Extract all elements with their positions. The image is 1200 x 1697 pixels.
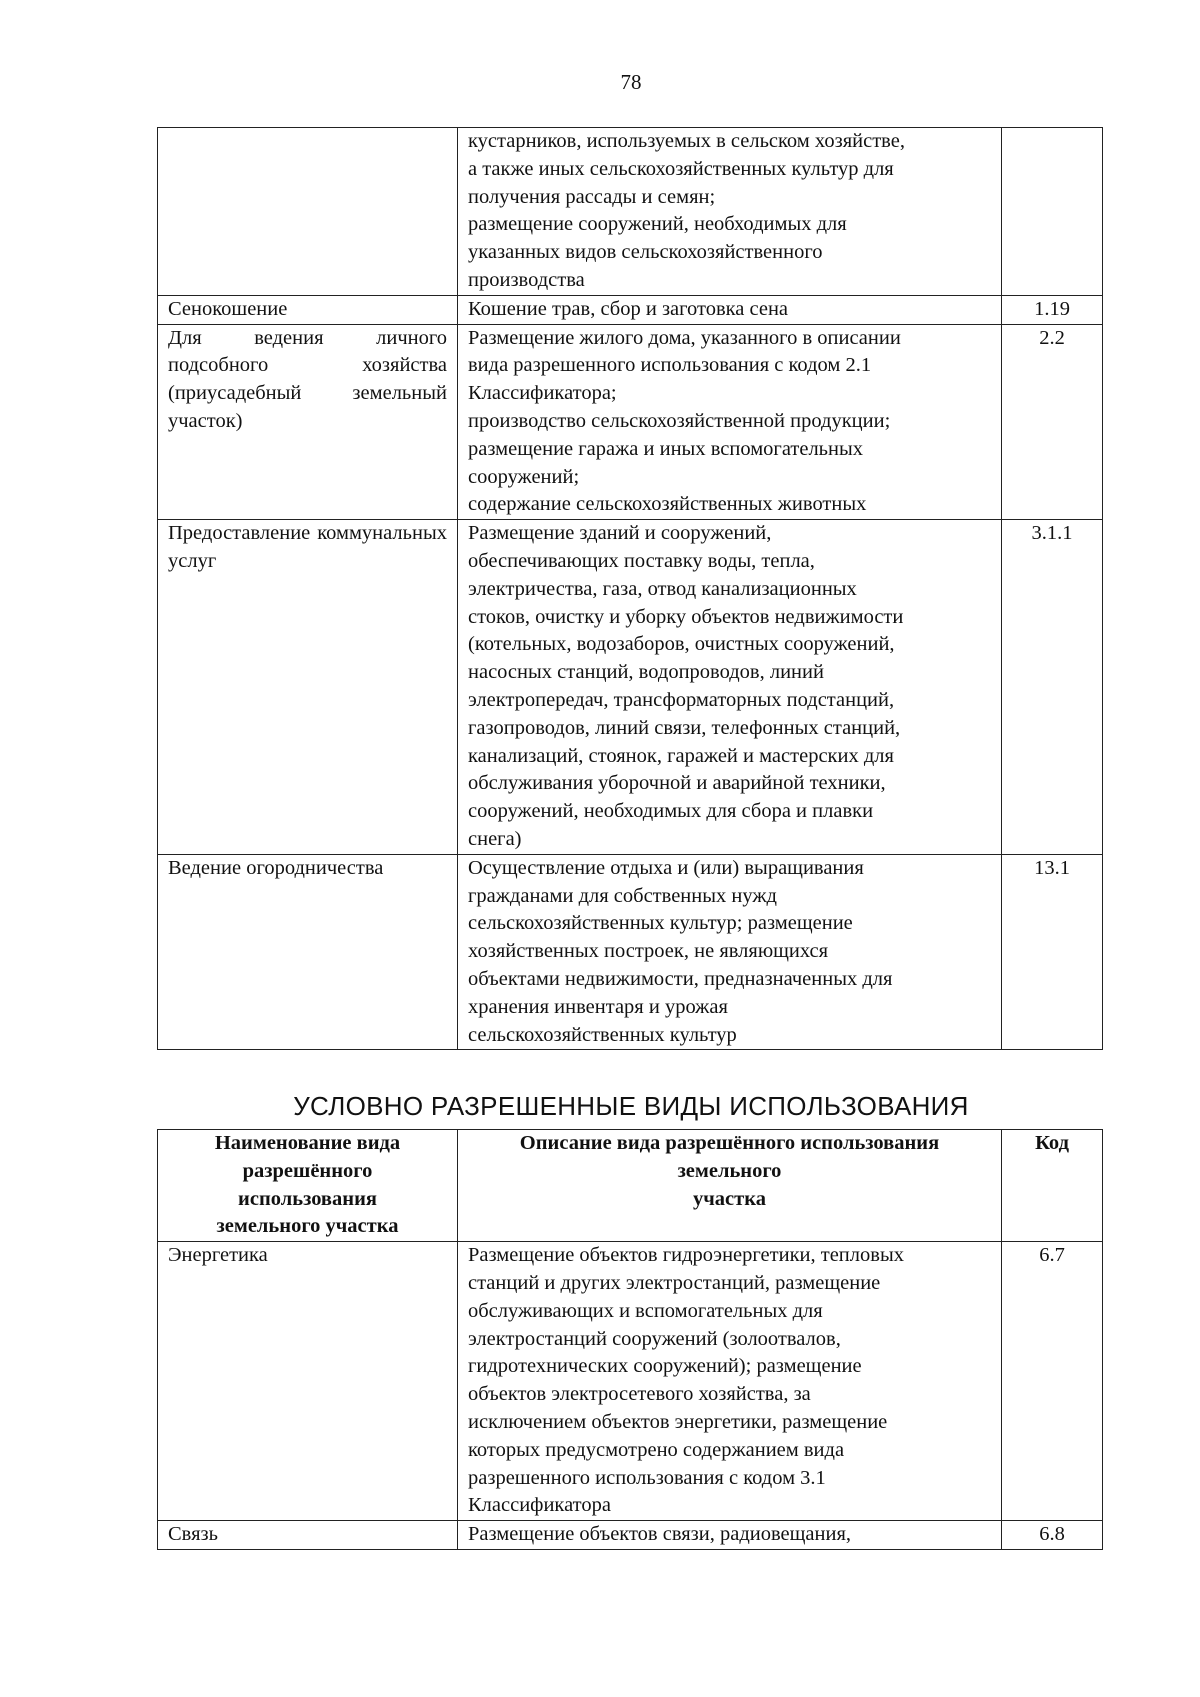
header-name: [158, 1130, 458, 1242]
text-line: канализаций, стоянок, гаражей и мастерских для: [468, 744, 894, 767]
text-line: хозяйственных построек, не являющихся: [468, 940, 829, 963]
use-code-cell: 1.19: [1002, 295, 1103, 324]
permitted-uses-table: [157, 127, 1103, 1050]
text-line: а также иных сельскохозяйственных культур для: [468, 157, 894, 180]
text-line: обслуживания уборочной и аварийной техники,: [468, 772, 886, 795]
text-line: газопроводов, линий связи, телефонных станций,: [468, 716, 901, 739]
conditional-uses-table: [157, 1129, 1103, 1550]
text-line: Описание вида разрешённого использования: [519, 1132, 940, 1154]
text-line: насосных станций, водопроводов, линий: [468, 661, 824, 684]
text-line: объектов электросетевого хозяйства, за: [468, 1383, 811, 1406]
table-row: [158, 324, 1103, 520]
text-line: кустарников, используемых в сельском хозяйстве,: [468, 130, 905, 152]
text-line: сельскохозяйственных культур: [468, 1023, 737, 1046]
text-line: участка: [693, 1187, 766, 1210]
use-description-cell: [458, 324, 1002, 520]
header-description: [458, 1130, 1002, 1242]
text-line: Кошение трав, сбор и заготовка сена: [468, 297, 789, 320]
use-description-cell: [458, 128, 1002, 296]
table-row: [158, 1242, 1103, 1521]
use-code-cell: 13.1: [1002, 854, 1103, 1050]
text-line: разрешенного использования с кодом 3.1: [468, 1466, 826, 1489]
table-row: [158, 1521, 1103, 1550]
text-line: Код: [1035, 1132, 1069, 1154]
text-line: объектами недвижимости, предназначенных для: [468, 967, 893, 990]
use-description-cell: [458, 1242, 1002, 1521]
text-line: земельного: [677, 1159, 782, 1182]
text-line: электричества, газа, отвод канализационных: [468, 577, 857, 600]
text-line: гидротехнических сооружений); размещение: [468, 1355, 862, 1378]
use-name-cell: Энергетика: [158, 1242, 458, 1521]
use-description-cell: [458, 295, 1002, 324]
text-line: Наименование вида: [214, 1132, 401, 1154]
table-header-row: [158, 1130, 1103, 1242]
table-row: [158, 128, 1103, 296]
text-line: обслуживающих и вспомогательных для: [468, 1299, 823, 1322]
text-line: стоков, очистку и уборку объектов недвижимости: [468, 605, 904, 628]
text-line: Размещение объектов гидроэнергетики, тепловых: [468, 1244, 904, 1267]
text-line: размещение гаража и иных вспомогательных: [468, 437, 864, 460]
use-name-cell: Для ведения личного подсобного хозяйства (приусадебный земельный участок): [158, 324, 458, 520]
text-line: электростанций сооружений (золоотвалов,: [468, 1327, 841, 1350]
text-line: исключением объектов энергетики, размещение: [468, 1410, 888, 1433]
text-line: содержание сельскохозяйственных животных: [468, 493, 867, 516]
page-number: 78: [620, 70, 642, 94]
text-line: Размещение объектов связи, радиовещания,: [468, 1523, 852, 1546]
use-description-cell: [458, 520, 1002, 855]
text-line: Размещение зданий и сооружений,: [468, 522, 772, 545]
text-line: сооружений, необходимых для сбора и плавки: [468, 800, 874, 823]
text-line: которых предусмотрено содержанием вида: [468, 1438, 845, 1461]
text-line: электропередач, трансформаторных подстанций,: [468, 688, 895, 711]
text-line: обеспечивающих поставку воды, тепла,: [468, 549, 815, 572]
use-name-cell: Ведение огородничества: [158, 854, 458, 1050]
text-line: использования: [238, 1187, 377, 1210]
text-line: (котельных, водозаборов, очистных сооружений,: [468, 633, 895, 656]
use-code-cell: 3.1.1: [1002, 520, 1103, 855]
text-line: разрешённого: [242, 1159, 373, 1182]
table-row: [158, 520, 1103, 855]
text-line: Осуществление отдыха и (или) выращивания: [468, 856, 864, 879]
table-row: [158, 295, 1103, 324]
text-line: Классификатора;: [468, 382, 617, 405]
text-line: станций и других электростанций, размещение: [468, 1271, 881, 1294]
text-line: получения рассады и семян;: [468, 185, 716, 208]
text-line: производство сельскохозяйственной продукции;: [468, 409, 891, 432]
text-line: сооружений;: [468, 465, 580, 488]
section-title: УСЛОВНО РАЗРЕШЕННЫЕ ВИДЫ ИСПОЛЬЗОВАНИЯ: [293, 1091, 969, 1121]
use-name-cell: Предоставление коммунальных услуг: [158, 520, 458, 855]
use-name-cell: Связь: [158, 1521, 458, 1550]
text-line: хранения инвентаря и урожая: [468, 995, 728, 1018]
use-description-cell: [458, 854, 1002, 1050]
text-line: сельскохозяйственных культур; размещение: [468, 912, 853, 935]
use-name-cell: [158, 128, 458, 296]
use-code-cell: 2.2: [1002, 324, 1103, 520]
header-code: [1002, 1130, 1103, 1242]
text-line: производства: [468, 268, 585, 291]
text-line: гражданами для собственных нужд: [468, 884, 777, 907]
text-line: земельного участка: [216, 1215, 399, 1238]
use-code-cell: [1002, 128, 1103, 296]
text-line: указанных видов сельскохозяйственного: [468, 241, 823, 264]
table-row: [158, 854, 1103, 1050]
use-description-cell: [458, 1521, 1002, 1550]
text-line: снега): [468, 827, 522, 850]
text-line: вида разрешенного использования с кодом 2.1: [468, 354, 872, 377]
text-line: Классификатора: [468, 1494, 611, 1517]
use-name-cell: Сенокошение: [158, 295, 458, 324]
use-code-cell: 6.8: [1002, 1521, 1103, 1550]
use-code-cell: 6.7: [1002, 1242, 1103, 1521]
text-line: Размещение жилого дома, указанного в описании: [468, 326, 901, 349]
text-line: размещение сооружений, необходимых для: [468, 213, 847, 236]
